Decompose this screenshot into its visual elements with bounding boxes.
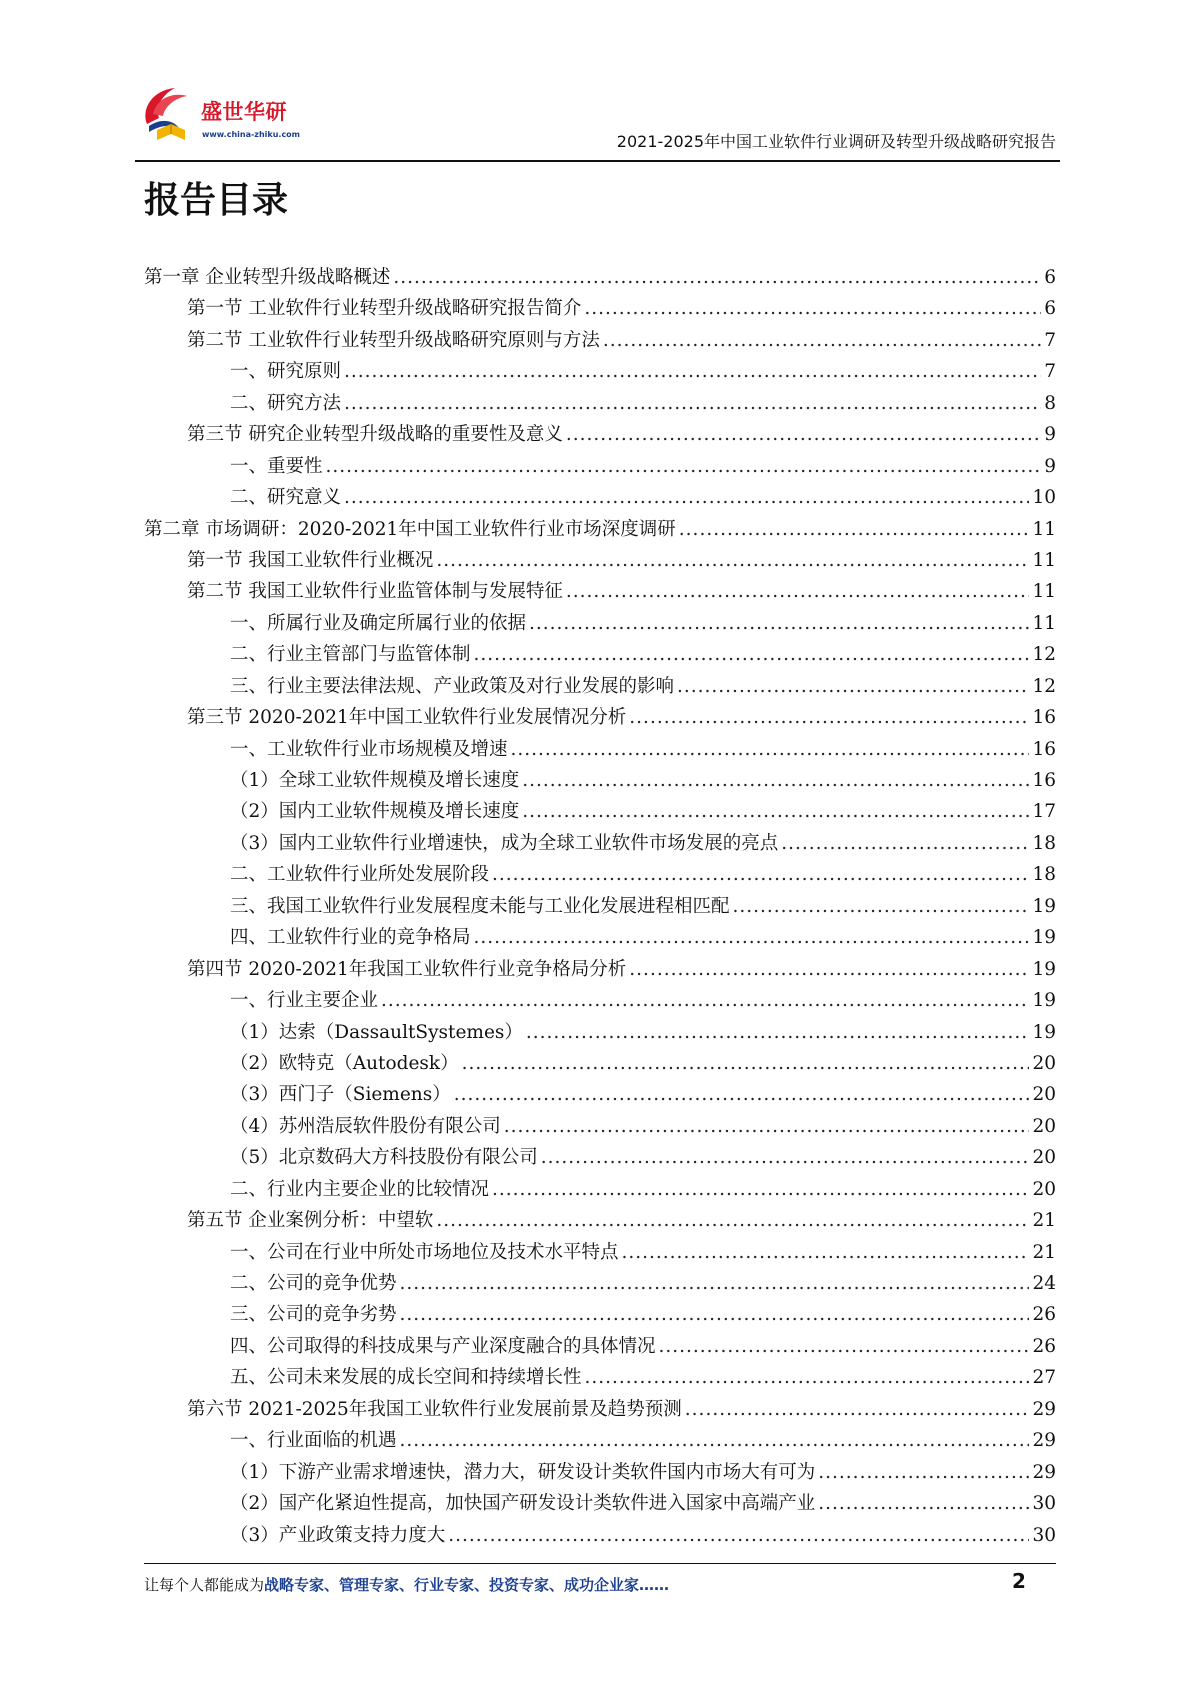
toc-entry[interactable]	[144, 1142, 1056, 1173]
toc-entry-page: 19	[1032, 895, 1056, 917]
toc-leader-dots	[474, 922, 1030, 953]
toc-entry-title: 第二章 市场调研：2020-2021年中国工业软件行业市场深度调研	[144, 518, 676, 540]
toc-entry-page: 21	[1032, 1241, 1056, 1263]
toc-entry[interactable]	[144, 262, 1056, 293]
toc-entry-page: 29	[1032, 1430, 1056, 1452]
toc-entry[interactable]	[144, 608, 1056, 639]
toc-leader-dots	[659, 1331, 1030, 1362]
toc-entry-page: 18	[1032, 864, 1056, 886]
toc-entry-page: 19	[1032, 927, 1056, 949]
toc-entry-title: 第二节 工业软件行业转型升级战略研究原则与方法	[187, 329, 600, 351]
toc-leader-dots	[781, 828, 1029, 859]
toc-entry-title: 四、工业软件行业的竞争格局	[230, 927, 471, 949]
toc-entry[interactable]	[144, 985, 1056, 1016]
toc-entry-page: 26	[1032, 1335, 1056, 1357]
toc-entry[interactable]	[144, 1362, 1056, 1393]
toc-leader-dots	[603, 325, 1041, 356]
toc-entry[interactable]	[144, 765, 1056, 796]
toc-leader-dots	[733, 891, 1030, 922]
toc-entry-title: 二、行业主管部门与监管体制	[230, 644, 471, 666]
toc-entry[interactable]	[144, 325, 1056, 356]
toc-entry-page: 9	[1044, 424, 1056, 446]
toc-entry-page: 12	[1032, 644, 1056, 666]
toc-leader-dots	[522, 765, 1029, 796]
slogan-prefix: 让每个人都能成为	[144, 1576, 265, 1594]
toc-entry[interactable]	[144, 576, 1056, 607]
toc-entry-page: 30	[1032, 1524, 1056, 1546]
toc-entry-title: 三、行业主要法律法规、产业政策及对行业发展的影响	[230, 675, 675, 697]
toc-entry-title: 第一节 我国工业软件行业概况	[187, 549, 434, 571]
toc-entry-page: 9	[1044, 455, 1056, 477]
footer-divider	[144, 1563, 1056, 1564]
report-title: 2021-2025年中国工业软件行业调研及转型升级战略研究报告	[616, 132, 1056, 151]
toc-entry-page: 11	[1032, 581, 1056, 603]
toc-entry[interactable]	[144, 451, 1056, 482]
toc-entry-page: 29	[1032, 1398, 1056, 1420]
toc-entry-title: 三、公司的竞争劣势	[230, 1304, 397, 1326]
toc-leader-dots	[393, 262, 1041, 293]
toc-entry-title: 第一章 企业转型升级战略概述	[144, 267, 391, 288]
toc-entry[interactable]	[144, 1017, 1056, 1048]
toc-entry-title: （3）西门子（Siemens）	[230, 1084, 451, 1106]
toc-leader-dots	[629, 954, 1029, 985]
toc-leader-dots	[526, 1017, 1030, 1048]
toc-leader-dots	[436, 1205, 1029, 1236]
toc-entry[interactable]	[144, 514, 1056, 545]
toc-entry-title: 五、公司未来发展的成长空间和持续增长性	[230, 1367, 582, 1389]
toc-leader-dots	[566, 576, 1030, 607]
toc-entry-page: 16	[1032, 738, 1056, 760]
table-of-contents	[144, 262, 1056, 1551]
toc-entry-title: 第五节 企业案例分析：中望软	[187, 1210, 434, 1232]
toc-leader-dots	[685, 1394, 1030, 1425]
toc-entry-title: 一、研究原则	[230, 361, 342, 383]
toc-entry-title: 三、我国工业软件行业发展程度未能与工业化发展进程相匹配	[230, 895, 730, 917]
toc-entry-title: （2）国内工业软件规模及增长速度	[230, 801, 520, 823]
toc-entry-title: （2）国产化紧迫性提高，加快国产研发设计类软件进入国家中高端产业	[230, 1493, 816, 1515]
toc-leader-dots	[585, 1362, 1030, 1393]
toc-leader-dots	[462, 1048, 1030, 1079]
toc-leader-dots	[818, 1457, 1029, 1488]
toc-entry[interactable]	[144, 1174, 1056, 1205]
toc-leader-dots	[381, 985, 1029, 1016]
toc-entry[interactable]	[144, 388, 1056, 419]
toc-entry-title: （1）达索（DassaultSystemes）	[230, 1021, 523, 1043]
toc-leader-dots	[492, 1174, 1029, 1205]
toc-leader-dots	[344, 482, 1029, 513]
toc-entry[interactable]	[144, 1488, 1056, 1519]
toc-entry-page: 11	[1032, 612, 1056, 634]
toc-entry[interactable]	[144, 1457, 1056, 1488]
toc-leader-dots	[629, 702, 1029, 733]
toc-entry-title: 一、公司在行业中所处市场地位及技术水平特点	[230, 1241, 619, 1263]
toc-entry-title: 一、工业软件行业市场规模及增速	[230, 738, 508, 760]
toc-entry[interactable]	[144, 1237, 1056, 1268]
toc-entry[interactable]	[144, 922, 1056, 953]
toc-entry-title: （4）苏州浩辰软件股份有限公司	[230, 1115, 501, 1137]
toc-entry[interactable]	[144, 828, 1056, 859]
toc-entry[interactable]	[144, 1520, 1056, 1551]
toc-leader-dots	[584, 293, 1041, 324]
toc-entry-page: 10	[1032, 487, 1056, 509]
toc-entry-title: （1）下游产业需求增速快，潜力大，研发设计类软件国内市场大有可为	[230, 1461, 816, 1483]
toc-leader-dots	[326, 451, 1042, 482]
toc-entry-page: 16	[1032, 707, 1056, 729]
toc-entry-title: 一、重要性	[230, 455, 323, 477]
toc-leader-dots	[541, 1142, 1030, 1173]
logo-name: 盛世华研	[201, 100, 287, 124]
toc-entry[interactable]	[144, 1394, 1056, 1425]
toc-leader-dots	[436, 545, 1029, 576]
toc-entry-title: 一、行业面临的机遇	[230, 1430, 397, 1452]
toc-leader-dots	[474, 639, 1030, 670]
toc-entry-page: 17	[1032, 801, 1056, 823]
toc-entry[interactable]	[144, 859, 1056, 890]
toc-entry[interactable]	[144, 1425, 1056, 1456]
toc-entry-page: 7	[1044, 361, 1056, 383]
toc-entry-title: 第六节 2021-2025年我国工业软件行业发展前景及趋势预测	[187, 1398, 682, 1420]
toc-entry[interactable]	[144, 954, 1056, 985]
toc-entry-page: 21	[1032, 1210, 1056, 1232]
toc-entry[interactable]	[144, 734, 1056, 765]
toc-entry-page: 30	[1032, 1493, 1056, 1515]
toc-entry-page: 11	[1032, 518, 1056, 540]
toc-entry-page: 19	[1032, 958, 1056, 980]
logo-swoosh-icon	[139, 84, 203, 146]
toc-leader-dots	[448, 1520, 1029, 1551]
toc-leader-dots	[400, 1268, 1030, 1299]
toc-entry-page: 26	[1032, 1304, 1056, 1326]
toc-entry-page: 19	[1032, 990, 1056, 1012]
toc-entry[interactable]	[144, 1048, 1056, 1079]
toc-leader-dots	[400, 1299, 1030, 1330]
toc-leader-dots	[400, 1425, 1030, 1456]
toc-leader-dots	[566, 419, 1041, 450]
toc-leader-dots	[818, 1488, 1029, 1519]
toc-entry-page: 12	[1032, 675, 1056, 697]
toc-entry[interactable]	[144, 1299, 1056, 1330]
toc-entry[interactable]	[144, 1205, 1056, 1236]
toc-entry-title: 第三节 2020-2021年中国工业软件行业发展情况分析	[187, 707, 627, 729]
toc-entry-title: 第四节 2020-2021年我国工业软件行业竞争格局分析	[187, 958, 627, 980]
toc-entry-title: 二、行业内主要企业的比较情况	[230, 1178, 490, 1200]
toc-entry-page: 20	[1032, 1147, 1056, 1169]
toc-entry[interactable]	[144, 1268, 1056, 1299]
toc-entry-title: 第一节 工业软件行业转型升级战略研究报告简介	[187, 298, 582, 320]
toc-entry-page: 18	[1032, 832, 1056, 854]
toc-entry-title: （5）北京数码大方科技股份有限公司	[230, 1147, 538, 1169]
toc-leader-dots	[511, 734, 1030, 765]
toc-entry-page: 20	[1032, 1084, 1056, 1106]
toc-entry[interactable]	[144, 1331, 1056, 1362]
toc-entry[interactable]	[144, 356, 1056, 387]
toc-entry[interactable]	[144, 545, 1056, 576]
toc-entry-page: 20	[1032, 1052, 1056, 1074]
toc-entry-title: 四、公司取得的科技成果与产业深度融合的具体情况	[230, 1335, 656, 1357]
toc-leader-dots	[529, 608, 1029, 639]
toc-entry-title: 二、研究方法	[230, 392, 342, 414]
toc-entry[interactable]	[144, 702, 1056, 733]
toc-entry[interactable]	[144, 891, 1056, 922]
toc-entry-page: 11	[1032, 549, 1056, 571]
toc-entry[interactable]	[144, 1079, 1056, 1110]
toc-entry-title: （2）欧特克（Autodesk）	[230, 1052, 459, 1074]
toc-leader-dots	[677, 671, 1029, 702]
toc-entry-title: 第三节 研究企业转型升级战略的重要性及意义	[187, 424, 563, 446]
toc-leader-dots	[454, 1079, 1030, 1110]
toc-entry[interactable]	[144, 671, 1056, 702]
page-title: 报告目录	[144, 180, 289, 221]
toc-entry-page: 20	[1032, 1115, 1056, 1137]
toc-entry[interactable]	[144, 1111, 1056, 1142]
toc-entry-page: 6	[1044, 298, 1056, 320]
toc-entry-page: 20	[1032, 1178, 1056, 1200]
toc-entry[interactable]	[144, 639, 1056, 670]
toc-leader-dots	[492, 859, 1029, 890]
toc-entry-title: （1）全球工业软件规模及增长速度	[230, 770, 520, 791]
toc-entry-page: 8	[1044, 392, 1056, 414]
toc-entry-title: 一、行业主要企业	[230, 990, 379, 1012]
slogan-highlight: 战略专家、管理专家、行业专家、投资专家、成功企业家……	[264, 1576, 670, 1594]
toc-entry-title: 二、公司的竞争优势	[230, 1273, 397, 1294]
company-logo	[139, 84, 311, 150]
logo-url: www.china-zhiku.com	[202, 130, 301, 139]
toc-entry-page: 16	[1032, 770, 1056, 791]
toc-entry-title: （3）国内工业软件行业增速快，成为全球工业软件市场发展的亮点	[230, 832, 779, 854]
toc-leader-dots	[344, 388, 1041, 419]
toc-entry[interactable]	[144, 419, 1056, 450]
toc-entry[interactable]	[144, 482, 1056, 513]
toc-entry[interactable]	[144, 796, 1056, 827]
toc-leader-dots	[522, 796, 1029, 827]
toc-entry[interactable]	[144, 293, 1056, 324]
toc-entry-page: 24	[1032, 1273, 1056, 1294]
toc-entry-page: 7	[1044, 329, 1056, 351]
toc-leader-dots	[344, 356, 1041, 387]
toc-entry-title: 二、工业软件行业所处发展阶段	[230, 864, 490, 886]
page-header	[135, 80, 1060, 162]
toc-entry-title: 一、所属行业及确定所属行业的依据	[230, 612, 527, 634]
toc-leader-dots	[622, 1237, 1030, 1268]
footer-slogan	[144, 1574, 669, 1595]
toc-entry-page: 19	[1032, 1021, 1056, 1043]
page-number: 2	[1012, 1569, 1026, 1593]
toc-entry-title: 第二节 我国工业软件行业监管体制与发展特征	[187, 581, 563, 603]
toc-entry-title: （3）产业政策支持力度大	[230, 1524, 446, 1546]
toc-entry-page: 6	[1044, 267, 1056, 288]
toc-leader-dots	[679, 514, 1030, 545]
toc-entry-title: 二、研究意义	[230, 487, 342, 509]
toc-leader-dots	[504, 1111, 1030, 1142]
toc-entry-page: 29	[1032, 1461, 1056, 1483]
toc-entry-page: 27	[1032, 1367, 1056, 1389]
